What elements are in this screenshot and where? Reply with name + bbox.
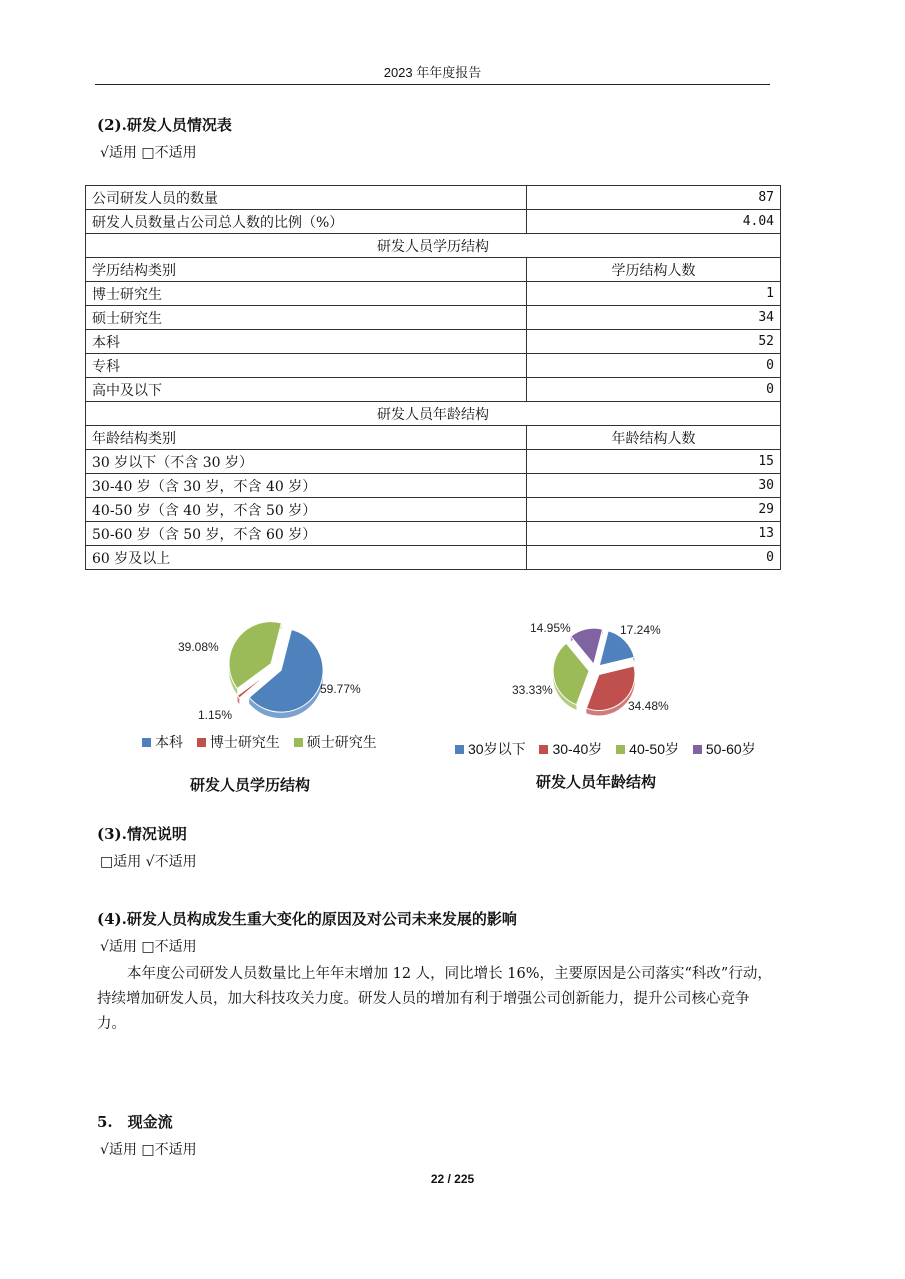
- education-legend: [142, 732, 387, 752]
- applicability-situation: □适用 √不适用: [100, 854, 197, 870]
- table-cell-label: 50-60 岁（含 50 岁，不含 60 岁）: [86, 522, 527, 546]
- pie-data-label: 17.24%: [620, 623, 661, 637]
- page-number: 22 / 225: [430, 1172, 475, 1186]
- legend-label: 本科: [155, 734, 183, 750]
- table-cell-value: 0: [527, 354, 781, 378]
- table-row: [86, 354, 781, 378]
- rd-staff-table: [85, 185, 781, 570]
- change-reason-paragraph: 本年度公司研发人员数量比上年年末增加 12 人，同比增长 16%，主要原因是公司落实“科改”行动，持续增加研发人员，加大科技攻关力度。研发人员的增加有利于增强公司创新能力，提升公司核心竞争力。: [97, 966, 772, 1032]
- legend-label: 博士研究生: [209, 734, 280, 750]
- table-cell-label: 高中及以下: [86, 378, 527, 402]
- page-header: 2023 年年度报告: [383, 65, 482, 80]
- table-cell-value: 0: [527, 546, 781, 570]
- section-heading-staff-table: (2).研发人员情况表: [97, 116, 232, 134]
- table-row: [86, 522, 781, 546]
- legend-swatch: [294, 738, 303, 747]
- table-cell-label: 公司研发人员的数量: [86, 186, 527, 210]
- table-cell-label: 40-50 岁（含 40 岁，不含 50 岁）: [86, 498, 527, 522]
- table-cell-label: 研发人员数量占公司总人数的比例（%）: [86, 210, 527, 234]
- age-header-label: 年龄结构类别: [86, 426, 527, 450]
- education-pie-chart: [160, 615, 420, 725]
- age-chart-title: 研发人员年龄结构: [536, 774, 657, 791]
- table-row: [86, 450, 781, 474]
- applicability-staff-table: √适用 □不适用: [100, 145, 197, 161]
- pie-data-label: 1.15%: [198, 708, 233, 722]
- table-section-row: [86, 402, 781, 426]
- legend-label: 30-40岁: [552, 741, 603, 757]
- table-cell-value: 13: [527, 522, 781, 546]
- table-row: [86, 378, 781, 402]
- edu-structure-title: 研发人员学历结构: [86, 234, 781, 258]
- table-cell-label: 博士研究生: [86, 282, 527, 306]
- legend-label: 30岁以下: [468, 741, 526, 757]
- table-cell-value: 1: [527, 282, 781, 306]
- pie-data-label: 14.95%: [530, 621, 571, 635]
- table-cell-value: 52: [527, 330, 781, 354]
- table-row: [86, 210, 781, 234]
- table-cell-label: 本科: [86, 330, 527, 354]
- legend-item: [142, 734, 183, 750]
- pie-data-label: 34.48%: [628, 699, 669, 713]
- table-cell-value: 87: [527, 186, 781, 210]
- section-heading-situation: (3).情况说明: [97, 825, 187, 843]
- legend-item: [197, 734, 280, 750]
- legend-label: 50-60岁: [705, 741, 756, 757]
- legend-item: [455, 741, 526, 757]
- pie-data-label: 33.33%: [512, 683, 553, 697]
- table-cell-value: 30: [527, 474, 781, 498]
- applicability-cash-flow: √适用 □不适用: [100, 1142, 197, 1158]
- pie-slice: [553, 643, 589, 709]
- table-row: [86, 330, 781, 354]
- section-heading-change-reason: (4).研发人员构成发生重大变化的原因及对公司未来发展的影响: [97, 910, 517, 928]
- legend-swatch: [197, 738, 206, 747]
- legend-item: [294, 734, 377, 750]
- table-cell-value: 29: [527, 498, 781, 522]
- age-structure-title: 研发人员年龄结构: [86, 402, 781, 426]
- table-section-row: [86, 234, 781, 258]
- table-cell-value: 4.04: [527, 210, 781, 234]
- edu-header-label: 学历结构类别: [86, 258, 527, 282]
- table-row: [86, 282, 781, 306]
- table-header-row: [86, 258, 781, 282]
- pie-data-label: 39.08%: [178, 640, 219, 654]
- section-heading-cash-flow: 5. 现金流: [97, 1113, 173, 1131]
- legend-swatch: [539, 745, 548, 754]
- table-cell-value: 0: [527, 378, 781, 402]
- pie-data-label: 59.77%: [320, 682, 361, 696]
- age-legend: [455, 739, 766, 759]
- table-row: [86, 546, 781, 570]
- legend-swatch: [616, 745, 625, 754]
- table-cell-label: 60 岁及以上: [86, 546, 527, 570]
- header-rule: [95, 84, 770, 85]
- legend-swatch: [693, 745, 702, 754]
- legend-label: 硕士研究生: [306, 734, 377, 750]
- education-chart-title: 研发人员学历结构: [190, 777, 311, 794]
- table-row: [86, 186, 781, 210]
- table-row: [86, 306, 781, 330]
- table-cell-value: 34: [527, 306, 781, 330]
- legend-item: [693, 741, 756, 757]
- table-row: [86, 498, 781, 522]
- age-header-value: 年龄结构人数: [527, 426, 781, 450]
- legend-item: [616, 741, 679, 757]
- legend-label: 40-50岁: [629, 741, 679, 757]
- table-cell-label: 30-40 岁（含 30 岁，不含 40 岁）: [86, 474, 527, 498]
- table-header-row: [86, 426, 781, 450]
- table-cell-label: 30 岁以下（不含 30 岁）: [86, 450, 527, 474]
- table-cell-label: 专科: [86, 354, 527, 378]
- table-cell-label: 硕士研究生: [86, 306, 527, 330]
- legend-swatch: [142, 738, 151, 747]
- legend-item: [539, 741, 602, 757]
- applicability-change-reason: √适用 □不适用: [100, 939, 197, 955]
- table-row: [86, 474, 781, 498]
- age-pie-chart: [500, 612, 700, 724]
- legend-swatch: [455, 745, 464, 754]
- edu-header-value: 学历结构人数: [527, 258, 781, 282]
- table-cell-value: 15: [527, 450, 781, 474]
